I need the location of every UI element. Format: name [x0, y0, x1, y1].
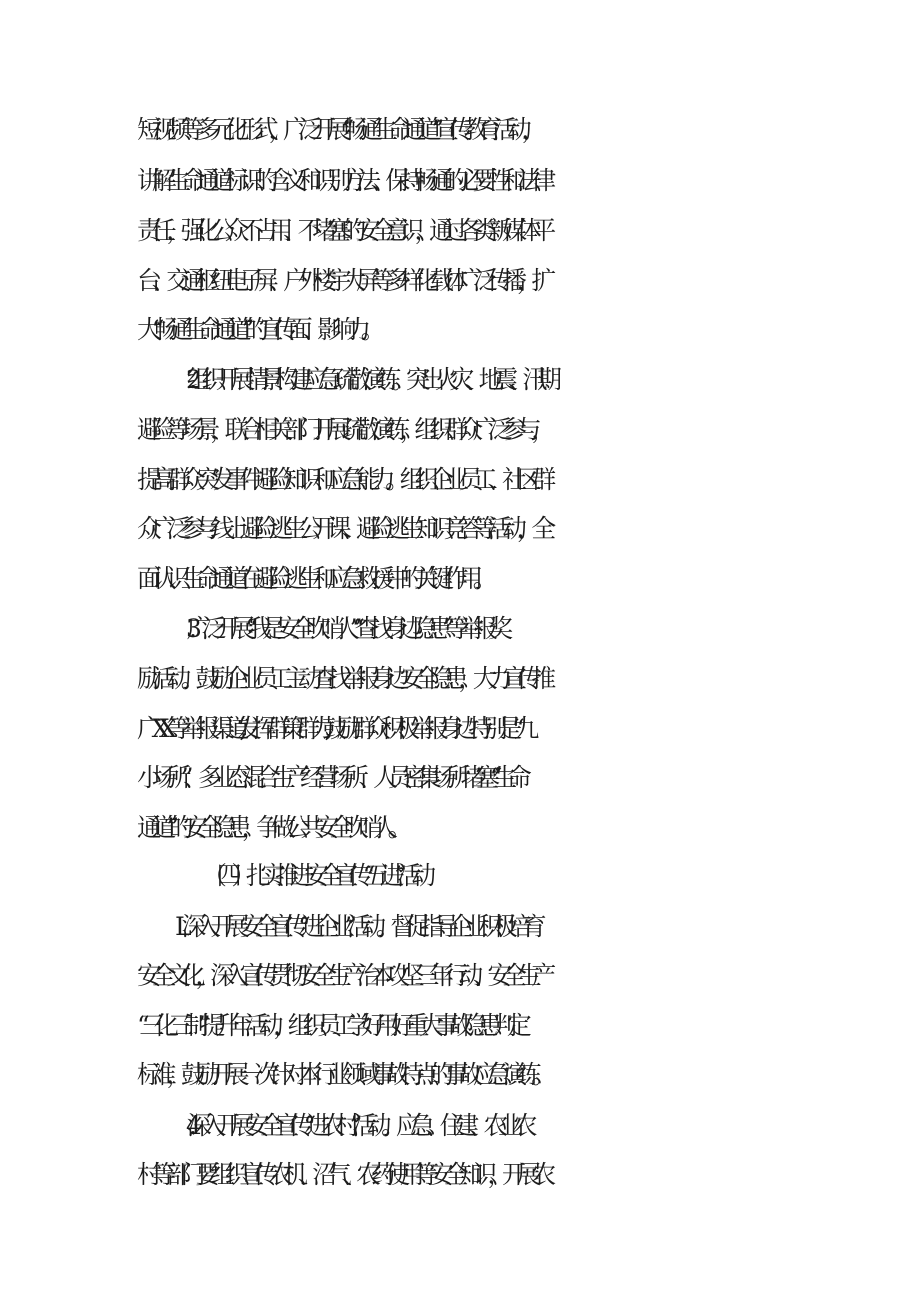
paragraph-line: 提高群众突发事件避险知识和应急能力。组织企业员工、社区群	[137, 465, 546, 494]
paragraph-line: 大“畅通生命通道”的宣传面、影响力。	[137, 315, 376, 344]
paragraph-line: 台、交通枢纽电子屏、户外楼宇大屏等多样化载体广泛传播，扩	[137, 266, 546, 295]
paragraph-line: “三化三制”提升年活动，组织员工学好用好重大事故隐患判定	[137, 1011, 522, 1040]
paragraph-line: 4 .深入开展安全宣传“进农村”活动。应急、住建、农业农	[186, 1111, 528, 1140]
paragraph-line: 标准，鼓励开展一次针对本行业领域事故特点的事故应急演练。	[137, 1060, 546, 1089]
section-heading: （四）扎实推进安全宣传“五进”活动	[202, 861, 426, 890]
paragraph-line: 众广泛参与线上避险逃生公开课、避险逃生知识竞答等活动，全	[137, 514, 546, 543]
paragraph-line: 安全文化，深入宣传贯彻安全生产治本攻坚三年行动、安全生产	[137, 961, 546, 990]
paragraph-line: 3 .广泛开展“我是安全吹哨人”“查找身边隐患”等举报奖	[186, 614, 503, 643]
paragraph-line: L深入开展安全宣传“进企业”活动。督促指导企业积极培育	[175, 912, 537, 941]
paragraph-line: 通道”的安全隐患，争做公共安全吹哨人。	[137, 813, 403, 842]
paragraph-line: 2 .组织开展情景构建应急疏散演练。突出火灾、地震、汛期	[186, 365, 552, 394]
paragraph-line: 讲解生命通道标识的含义和识别方法、保持畅通的必要性和法律	[137, 166, 546, 195]
paragraph-line: 村等部门要组织宣传农机、沼气、农药使用等安全知识，开展农	[137, 1160, 546, 1189]
paragraph-line: 责任，强化公众不占用、不堵塞的安全意识，通过各类新媒体平	[137, 216, 546, 245]
paragraph-line: 避险等场景，联合相关部门开展疏散演练，组织群众广泛参与，	[137, 415, 546, 444]
paragraph-line: 面认识生命通道在避险逃生和应急救援中的关键作用。	[137, 564, 488, 593]
paragraph-line: 广XX等举报渠道,发挥群策群力,鼓励群众积极举报身边特别是“九	[137, 714, 529, 743]
paragraph-line: 短视频等多元化形式，广泛开展“畅通生命通道”宣传教育活动，	[137, 115, 536, 144]
paragraph-line: 励活动。鼓励企业员工主动查找举报身边安全隐患，大力宣传推	[137, 664, 546, 693]
paragraph-line: 小场所”、多业态混合生产经营场所、人员密集场所堵塞“生命	[137, 763, 522, 792]
